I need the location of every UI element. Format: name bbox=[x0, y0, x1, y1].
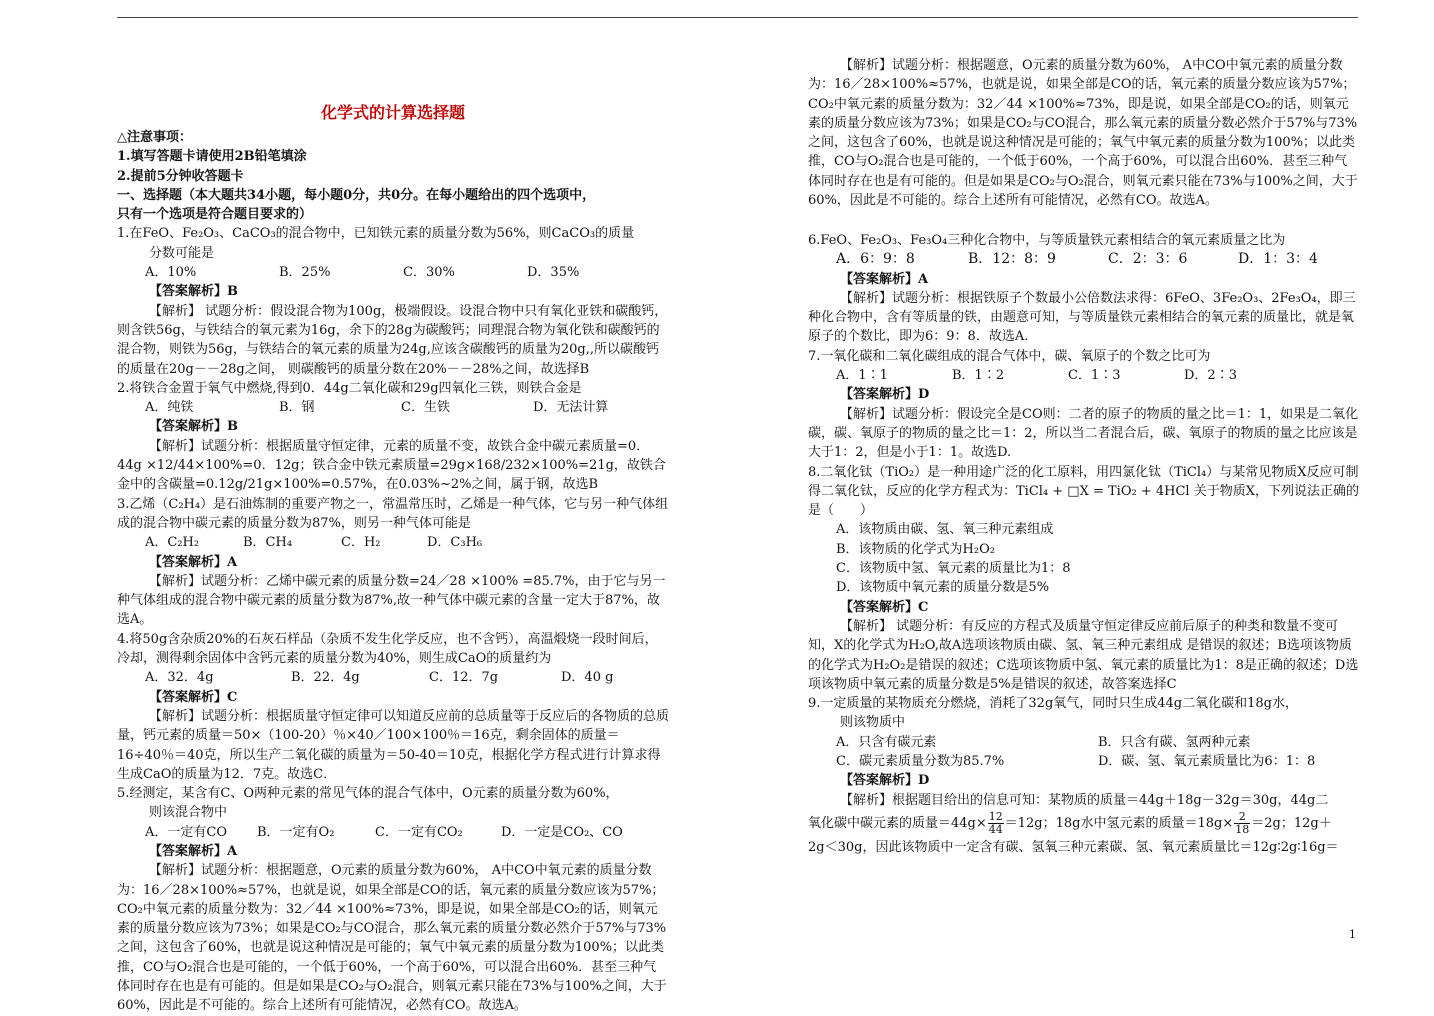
q9-stem-cont: 则该物质中 bbox=[840, 715, 906, 731]
q5-stem: 5.经测定，某含有C、O两种元素的常见气体的混合气体中，O元素的质量分数为60%， bbox=[117, 786, 619, 802]
fraction-denominator: 44 bbox=[988, 822, 1003, 836]
q1-stem: 1.在FeO、Fe₂O₃、CaCO₃的混合物中，已知铁元素的质量分数为56%，则CaCO₃的质量 bbox=[117, 226, 635, 242]
q8-option: C．该物质中氢、氧元素的质量比为1：8 bbox=[836, 561, 1071, 577]
q6-stem: 6.FeO、Fe₂O₃、Fe₃O₄三种化合物中，与等质量铁元素相结合的氧元素质量之比为 bbox=[808, 233, 1286, 248]
option: B．12：8：9 bbox=[968, 251, 1056, 268]
option: D．1：3：4 bbox=[1238, 251, 1318, 268]
q9-exp-text: ＝2g；12g＋ bbox=[1251, 815, 1332, 831]
q7-stem: 7.一氧化碳和二氧化碳组成的混合气体中，碳、氧原子的个数之比可为 bbox=[808, 348, 1211, 364]
option: A．1∶1 bbox=[836, 368, 888, 384]
option: A．一定有CO bbox=[145, 824, 227, 840]
q9-explanation-line3: 2g＜30g，因此该物质中一定含有碳、氢氧三种元素碳、氢、氧元素质量比＝12g∶2g∶16g＝ bbox=[808, 839, 1339, 855]
right-column bbox=[808, 58, 1360, 857]
option: D．一定是CO₂、CO bbox=[501, 824, 623, 840]
fraction bbox=[988, 811, 1004, 836]
fraction-numerator: 12 bbox=[988, 809, 1003, 823]
q7-options bbox=[808, 366, 1360, 385]
q5-explanation-continued: 【解析】试题分析：根据题意，O元素的质量分数为60%， A中CO中氧元素的质量分数为：16／28×100%≈57%，也就是说，如果全部是CO的话，氧元素的质量分数应该为57%；CO₂中氧元素的质量分数为：32／44 ×100%≈73%，即是说，如果全部是CO₂的话，则氧元素的质量分数应该为73%；如果是CO₂与CO混合，那么氧元素的质量分数必然介于57%与73%之间，这包含了60%，也就是说这种情况是可能的；氧气中氧元素的质量分数为100%；以此类推，CO与O₂混合也是可能的，一个低于60%，一个高于60%，可以混合出60%．甚至三种气体同时存在也是有可能的。但是如果是CO₂与O₂混合，则氧元素只能在73%与100%之间，大于60%，因此是不可能的。综合上述所有可能情况，必然有CO。故选A。 bbox=[808, 58, 1358, 209]
q7-explanation: 【解析】试题分析：假设完全是CO则：二者的原子的物质的量之比＝1：1，如果是二氧化碳，碳、氧原子的物质的量之比＝1：2，所以当二者混合后，碳、氧原子的物质的量之比应该是大于1：2，但是小于1：1。故选D. bbox=[808, 406, 1359, 461]
option: B．CH₄ bbox=[243, 535, 293, 551]
q5-explanation: 【解析】试题分析：根据题意，O元素的质量分数为60%， A中CO中氧元素的质量分数为：16／28×100%≈57%，也就是说，如果全部是CO的话，氧元素的质量分数应该为57%；CO₂中氧元素的质量分数为：32／44 ×100%≈73%，即是说，如果全部是CO₂的话，则氧元素的质量分数应该为73%；如果是CO₂与CO混合，那么氧元素的质量分数必然介于57%与73%之间，这包含了60%，也就是说这种情况是可能的；氧气中氧元素的质量分数为100%；以此类推，CO与O₂混合也是可能的，一个低于60%，一个高于60%，可以混合出60%．甚至三种气体同时存在也是有可能的。但是如果是CO₂与O₂混合，则氧元素只能在73%与100%之间，大于60%，因此是不可能的。综合上述所有可能情况，必然有CO。故选A。 bbox=[117, 863, 667, 1014]
option: C．碳元素质量分数为85.7% bbox=[836, 754, 1005, 770]
q4-options bbox=[117, 668, 669, 687]
option: D．碳、氢、氧元素质量比为6：1：8 bbox=[1098, 754, 1316, 770]
option: D．2∶3 bbox=[1184, 368, 1237, 384]
option: C．生铁 bbox=[401, 400, 450, 416]
q6-answer: 【答案解析】A bbox=[840, 271, 929, 287]
q8-stem: 8.二氧化钛（TiO₂）是一种用途广泛的化工原料，用四氯化钛（TiCl₄）与某常见物质X反应可制得二氧化钛，反应的化学方程式为：TiCl₄ + □X = TiO₂ + 4HCl 关于物质X，下列说法正确的是（ ） bbox=[808, 464, 1359, 519]
q4-stem: 4.将50g含杂质20%的石灰石样品（杂质不发生化学反应，也不含钙），高温煅烧一段时间后，冷却，测得剩余固体中含钙元素的质量分数为40%，则生成CaO的质量约为 bbox=[117, 631, 658, 667]
q5-answer: 【答案解析】A bbox=[149, 843, 238, 859]
q7-answer: 【答案解析】D bbox=[840, 387, 930, 403]
q9-options-row2 bbox=[808, 752, 1360, 771]
q8-option: B．该物质的化学式为H₂O₂ bbox=[836, 541, 995, 557]
page-title: 化学式的计算选择题 bbox=[320, 103, 465, 122]
q2-answer: 【答案解析】B bbox=[149, 419, 238, 435]
option: C．1∶3 bbox=[1068, 368, 1121, 384]
fraction-denominator: 18 bbox=[1235, 822, 1250, 836]
option: B．钢 bbox=[279, 400, 315, 416]
q1-options bbox=[117, 263, 669, 282]
q8-option: D．该物质中氧元素的质量分数是5% bbox=[836, 580, 1050, 596]
q9-exp-text: ＝12g；18g水中氢元素的质量＝18g× bbox=[1004, 815, 1234, 831]
q8-answer: 【答案解析】C bbox=[840, 599, 929, 615]
option: D．无法计算 bbox=[533, 400, 609, 416]
option: C．12．7g bbox=[429, 670, 499, 686]
notes-item: 1.填写答题卡请使用2B铅笔填涂 bbox=[117, 149, 307, 165]
q9-options-row1 bbox=[808, 733, 1360, 752]
option: B．22．4g bbox=[291, 670, 360, 686]
option: C．30% bbox=[403, 265, 455, 281]
option: D．40 g bbox=[561, 670, 614, 686]
notes-item: 2.提前5分钟收答题卡 bbox=[117, 168, 244, 184]
option: A．6：9：8 bbox=[836, 251, 915, 268]
top-rule bbox=[117, 17, 1358, 18]
q4-answer: 【答案解析】C bbox=[149, 689, 238, 705]
option: B．25% bbox=[279, 265, 331, 281]
section-heading-cont: 只有一个选项是符合题目要求的） bbox=[117, 207, 313, 223]
option: A．32．4g bbox=[145, 670, 214, 686]
option: D．C₃H₆ bbox=[427, 535, 483, 551]
q9-explanation-line2 bbox=[808, 810, 1360, 838]
q9-exp-text: 氧化碳中碳元素的质量＝44g× bbox=[808, 815, 987, 831]
q2-stem: 2.将铁合金置于氧气中燃烧,得到0．44g二氧化碳和29g四氧化三铁，则铁合金是 bbox=[117, 380, 582, 396]
section-heading: 一、选择题（本大题共34小题，每小题0分，共0分。在每小题给出的四个选项中， bbox=[117, 187, 596, 203]
q3-answer: 【答案解析】A bbox=[149, 554, 238, 570]
option: A．纯铁 bbox=[145, 400, 194, 416]
notes-heading: △注意事项： bbox=[117, 130, 192, 145]
q3-explanation: 【解析】试题分析：乙烯中碳元素的质量分数=24／28 ×100% =85.7%，由于它与另一种气体组成的混合物中碳元素的质量分数为87%,故一种气体中碳元素的含量一定大于87%，故选A。 bbox=[117, 573, 666, 628]
q1-stem-cont: 分数可能是 bbox=[149, 245, 215, 261]
q9-answer: 【答案解析】D bbox=[840, 773, 930, 789]
page-number: 1 bbox=[1349, 928, 1356, 941]
q2-explanation: 【解析】试题分析：根据质量守恒定律，元素的质量不变，故铁合金中碳元素质量=0．44g ×12/44×100%=0．12g；铁合金中铁元素质量=29g×168/232×100%=21g，故铁合金中的含碳量=0.12g/21g×100%=0.57%，在0.03%~2%之间，属于钢，故选B bbox=[117, 438, 666, 493]
q9-explanation-line1: 【解析】根据题目给出的信息可知：某物质的质量＝44g＋18g－32g＝30g，44g二 bbox=[840, 792, 1329, 808]
q2-options bbox=[117, 398, 669, 417]
q8-explanation: 【解析】 试题分析：有反应的方程式及质量守恒定律反应前后原子的种类和数量不变可知，X的化学式为H₂O,故A选项该物质由碳、氢、氧三种元素组成 是错误的叙述；B选项该物质的化学式为H₂O₂是错误的叙述；C选项该物质中氢、氧元素的质量比为1：8是正确的叙述；D选项该物质中氧元素的质量分数是5%是错误的叙述，故答案选择C bbox=[808, 618, 1359, 692]
q1-explanation: 【解析】 试题分析：假设混合物为100g，极端假设。设混合物中只有氧化亚铁和碳酸钙，则含铁56g，与铁结合的氧元素为16g，余下的28g为碳酸钙；同理混合物为氧化铁和碳酸钙的混合物，则铁为56g，与铁结合的氧元素的质量为24g,应该含碳酸钙的质量为20g,,所以碳酸钙的质量在20g－－28g之间， 则碳酸钙的质量分数在20%－－28%之间，故选择B bbox=[117, 303, 668, 377]
option: A．10% bbox=[145, 265, 197, 281]
q5-stem-cont: 则该混合物中 bbox=[149, 805, 228, 821]
q5-explanation-cont bbox=[808, 58, 1360, 231]
left-column bbox=[117, 96, 670, 1014]
option: C．H₂ bbox=[341, 535, 381, 551]
q8-option: A．该物质由碳、氢、氧三种元素组成 bbox=[836, 522, 1054, 538]
fraction bbox=[1234, 811, 1250, 836]
q6-explanation: 【解析】试题分析：根据铁原子个数最小公倍数法求得：6FeO、3Fe₂O₃、2Fe₃O₄，即三种化合物中，含有等质量的铁，由题意可知，与等质量铁元素相结合的氧元素的质量比，就是氧原子的个数比，即为6：9：8．故选A. bbox=[808, 290, 1356, 345]
option: A．只含有碳元素 bbox=[836, 734, 937, 750]
option: D．35% bbox=[527, 265, 580, 281]
option: A．C₂H₂ bbox=[145, 535, 200, 551]
option: C．一定有CO₂ bbox=[375, 824, 463, 840]
q3-options bbox=[117, 533, 669, 552]
option: B．1∶2 bbox=[952, 368, 1005, 384]
option: B．一定有O₂ bbox=[257, 824, 335, 840]
q5-options bbox=[117, 823, 669, 842]
option: C．2：3：6 bbox=[1108, 251, 1188, 268]
q1-answer: 【答案解析】B bbox=[149, 284, 238, 300]
q4-explanation: 【解析】试题分析：根据质量守恒定律可以知道反应前的总质量等于反应后的各物质的总质量，钙元素的质量＝50×（100-20）％×40／100×100％＝16克，剩余固体的质量＝16÷40％＝40克，所以生产二氧化碳的质量为＝50-40＝10克，根据化学方程式进行计算求得生成CaO的质量为12．7克。故选C． bbox=[117, 708, 670, 782]
q9-stem: 9.一定质量的某物质充分燃烧，消耗了32g氧气，同时只生成44g二氧化碳和18g水， bbox=[808, 696, 1298, 712]
q6-options bbox=[808, 250, 1360, 269]
fraction-numerator: 2 bbox=[1234, 811, 1250, 824]
q3-stem: 3.乙烯（C₂H₄）是石油炼制的重要产物之一，常温常压时，乙烯是一种气体，它与另一种气体组成的混合物中碳元素的质量分数为87%，则另一种气体可能是 bbox=[117, 496, 669, 531]
option: B．只含有碳、氢两种元素 bbox=[1098, 734, 1251, 750]
